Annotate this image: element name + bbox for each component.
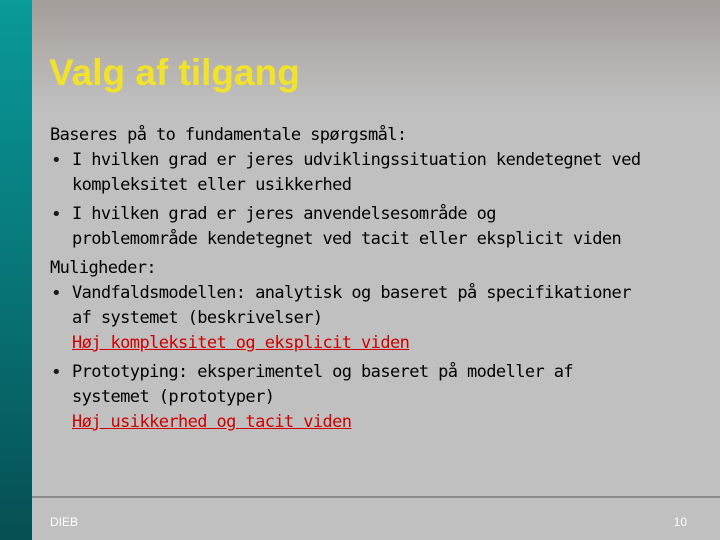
slide-title: Valg af tilgang	[49, 52, 300, 93]
bullet-text-line: af systemet (beskrivelser)	[72, 308, 323, 328]
bullet-text-line: systemet (prototyper)	[72, 387, 275, 407]
highlight-link-prototyping[interactable]: Høj usikkerhed og tacit viden	[72, 412, 352, 432]
bullet-icon: •	[51, 362, 62, 383]
footer-label: DIEB	[50, 515, 79, 529]
section-heading-questions: Baseres på to fundamentale spørgsmål:	[50, 125, 407, 145]
bullet-icon: •	[51, 283, 62, 304]
slide-body	[50, 123, 710, 439]
bullet-item-knowledge	[50, 202, 710, 252]
highlight-link-waterfall[interactable]: Høj kompleksitet og eksplicit viden	[72, 333, 410, 353]
bullet-text-line: problemområde kendetegnet ved tacit eller eksplicit viden	[72, 229, 622, 249]
bullet-text-line: Prototyping: eksperimentel og baseret på modeller af	[72, 362, 574, 382]
bullet-icon: •	[51, 150, 62, 171]
left-accent-bar	[0, 0, 32, 540]
section-heading-options: Muligheder:	[50, 258, 156, 278]
footer-divider	[32, 496, 720, 498]
bullet-item-complexity	[50, 148, 710, 198]
bullet-item-prototyping	[50, 360, 710, 435]
bullet-item-waterfall	[50, 281, 710, 356]
bullet-text-line: I hvilken grad er jeres udviklingssituation kendetegnet ved	[72, 150, 641, 170]
bullet-text-line: I hvilken grad er jeres anvendelsesområde og	[72, 204, 496, 224]
page-number: 10	[673, 515, 687, 529]
bullet-text-line: Vandfaldsmodellen: analytisk og baseret på specifikationer	[72, 283, 631, 303]
bullet-icon: •	[51, 204, 62, 225]
bullet-text-line: kompleksitet eller usikkerhed	[72, 175, 352, 195]
